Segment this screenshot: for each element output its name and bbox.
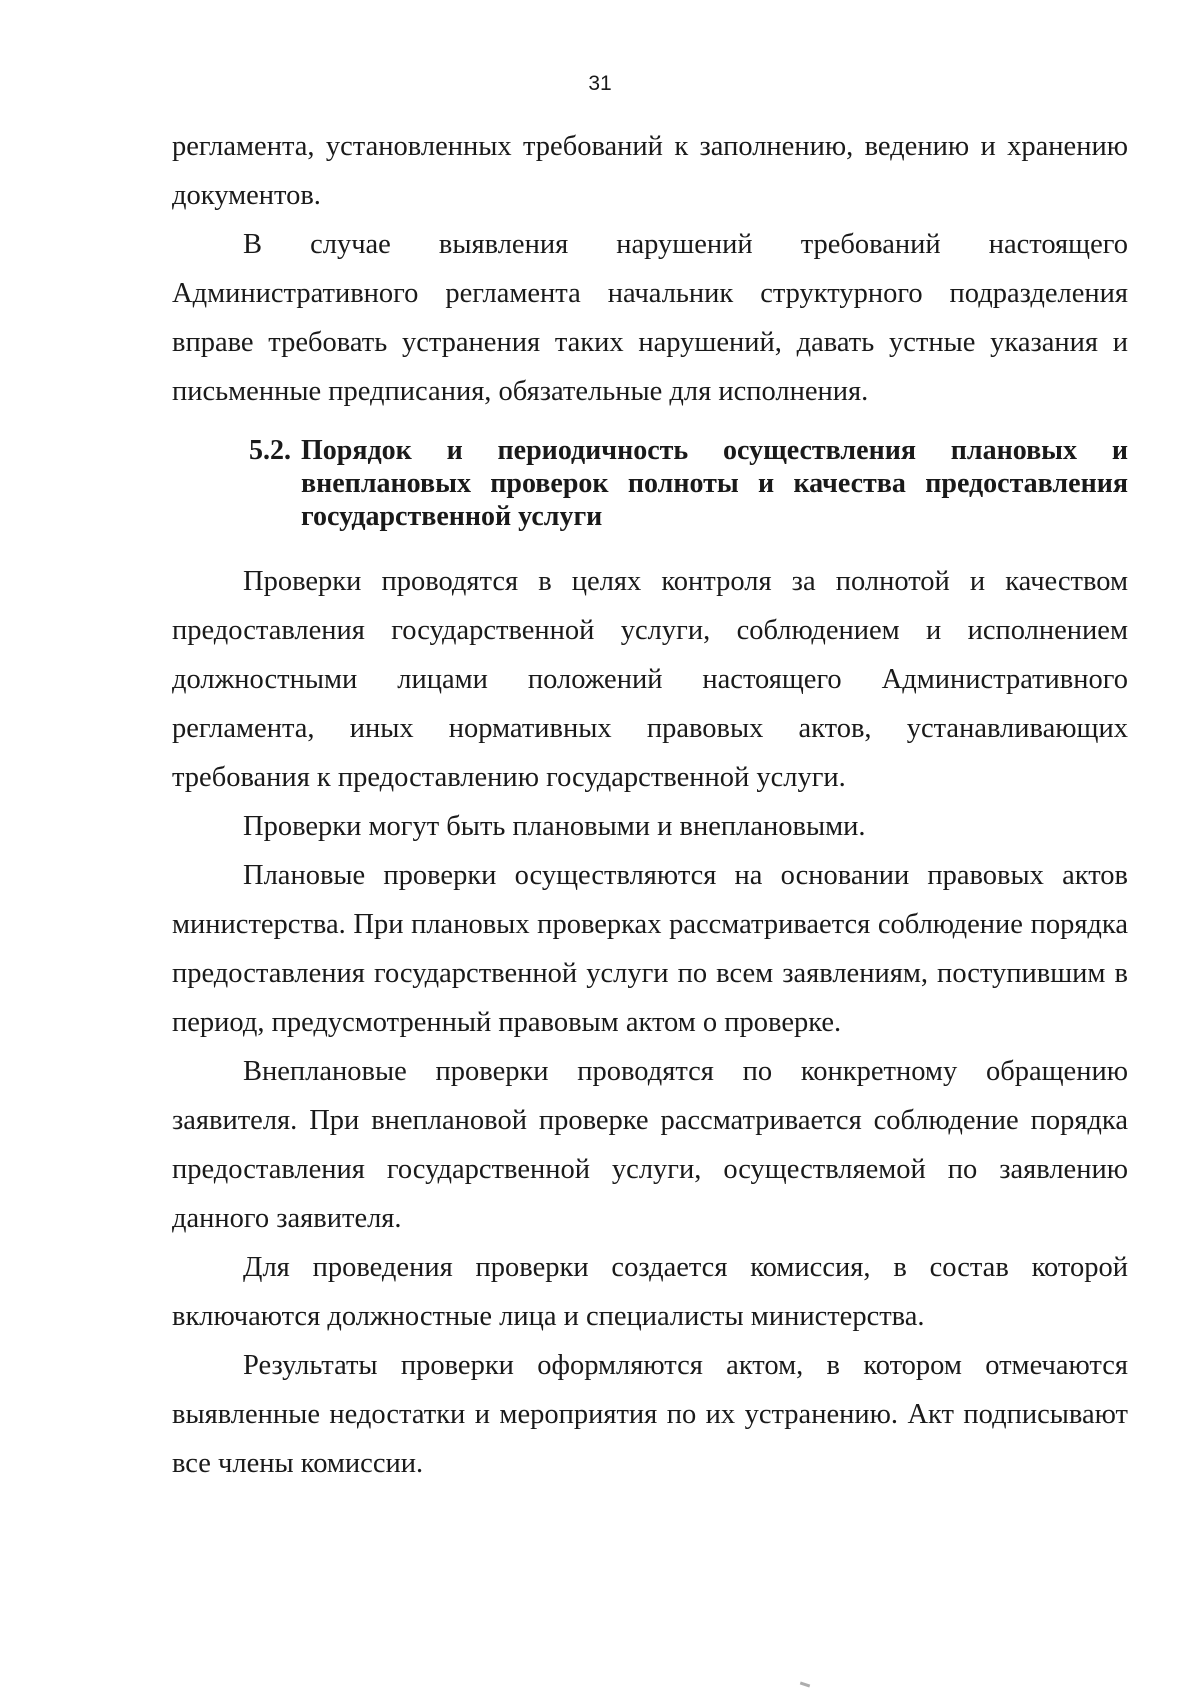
document-body [172, 122, 1128, 1488]
page-number: 31 [588, 72, 612, 95]
section-title: Порядок и периодичность осуществления плановых и внеплановых проверок полноты и качества предоставления государственной услуги [301, 435, 1128, 532]
paragraph-results: Результаты проверки оформляются актом, в котором отмечаются выявленные недостатки и мероприятия по их устранению. Акт подписывают все члены комиссии. [172, 1350, 1128, 1479]
scan-artifact [800, 1682, 810, 1688]
section-number: 5.2. [249, 435, 291, 466]
paragraph-violations: В случае выявления нарушений требований настоящего Административного регламента начальник структурного подразделения вправе требовать устранения таких нарушений, давать устные указания и письменные предписания, обязательные для исполнения. [172, 229, 1128, 407]
paragraph-planned-checks: Плановые проверки осуществляются на основании правовых актов министерства. При плановых проверках рассматривается соблюдение порядка предоставления государственной услуги по всем заявлениям, поступившим в период, предусмотренный правовым актом о проверке. [172, 860, 1128, 1038]
paragraph-unplanned-checks: Внеплановые проверки проводятся по конкретному обращению заявителя. При внеплановой проверке рассматривается соблюдение порядка предоставления государственной услуги, осуществляемой по заявлению данного заявителя. [172, 1056, 1128, 1234]
section-heading [172, 434, 1128, 533]
paragraph-continuation: регламента, установленных требований к заполнению, ведению и хранению документов. [172, 131, 1128, 211]
paragraph-commission: Для проведения проверки создается комиссия, в состав которой включаются должностные лица и специалисты министерства. [172, 1252, 1128, 1332]
paragraph-checks-purpose: Проверки проводятся в целях контроля за полнотой и качеством предоставления государственной услуги, соблюдением и исполнением должностными лицами положений настоящего Административного регламента, иных нормативных правовых актов, устанавливающих требования к предоставлению государственной услуги. [172, 566, 1128, 793]
paragraph-checks-types: Проверки могут быть плановыми и внеплановыми. [243, 811, 866, 842]
